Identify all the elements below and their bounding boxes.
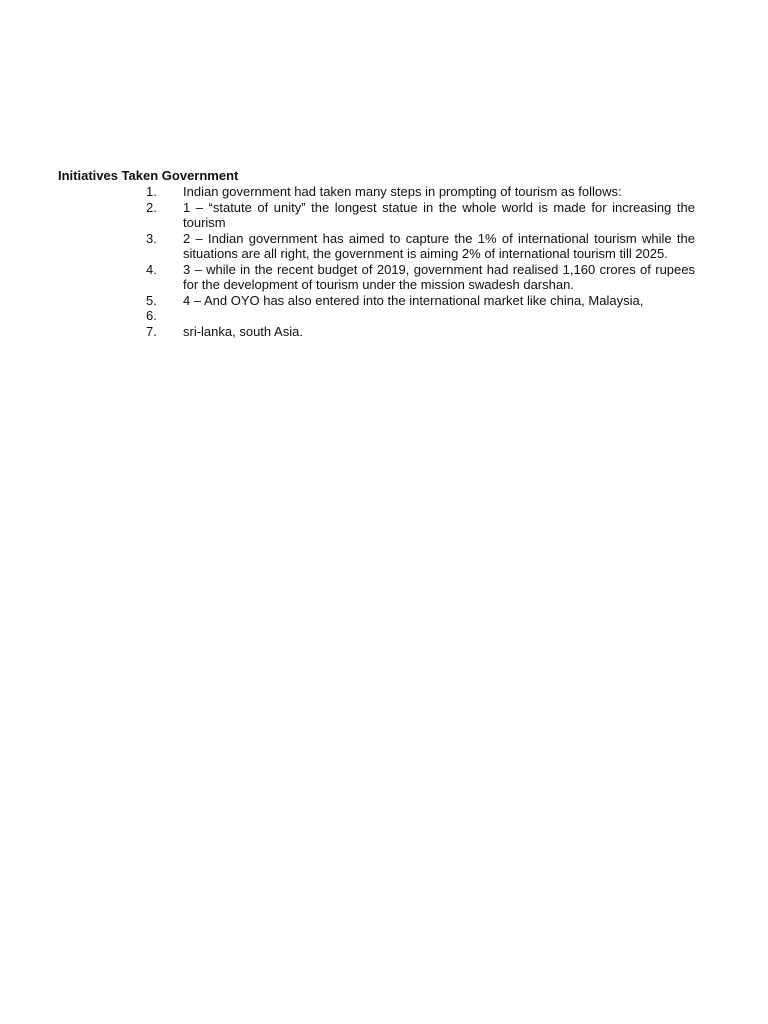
list-item-text: 4 – And OYO has also entered into the international market like china, Malaysia, — [183, 292, 644, 308]
list-item-number: 1. — [146, 184, 157, 199]
list-item-text: 3 – while in the recent budget of 2019, government had realised 1,160 crores of rupees for the development of tourism under the mission swadesh darshan. — [183, 261, 695, 292]
list-item-text: 1 – “statute of unity” the longest statue in the whole world is made for increasing the tourism — [183, 199, 695, 230]
list-item-number: 4. — [146, 261, 157, 277]
list-item — [0, 184, 768, 200]
list-item — [0, 293, 768, 309]
list-item — [0, 308, 768, 324]
list-item-text: sri-lanka, south Asia. — [183, 323, 303, 339]
list-item — [0, 231, 768, 262]
list-item — [0, 324, 768, 340]
list-item — [0, 200, 768, 231]
list-item-text: Indian government had taken many steps in prompting of tourism as follows: — [183, 184, 622, 199]
initiatives-list — [0, 184, 768, 339]
list-item-number: 5. — [146, 292, 157, 308]
list-item-text: 2 – Indian government has aimed to capture the 1% of international tourism while the situations are all right, the government is aiming 2% of international tourism till 2025. — [183, 230, 695, 261]
list-item-number: 3. — [146, 230, 157, 246]
section-heading: Initiatives Taken Government — [58, 168, 239, 183]
list-item-text — [183, 308, 695, 324]
list-item — [0, 262, 768, 293]
list-item-number: 6. — [146, 308, 157, 323]
list-item-number: 7. — [146, 323, 157, 339]
list-item-number: 2. — [146, 199, 157, 215]
